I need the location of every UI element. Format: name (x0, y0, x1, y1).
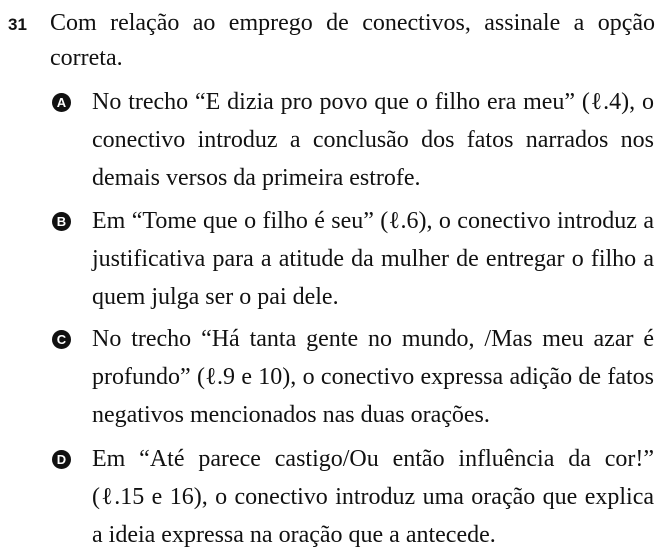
question-number: 31 (8, 15, 27, 34)
option-d-badge-icon: D (52, 450, 71, 469)
option-b-text: Em “Tome que o filho é seu” (ℓ.6), o conectivo introduz a justificativa para a atitude da mulher de entregar o filho a quem julga ser o pai dele. (92, 208, 654, 310)
option-a-badge-icon: A (52, 93, 71, 112)
option-b[interactable] (56, 202, 654, 316)
option-b-badge-icon: B (52, 212, 71, 231)
option-a[interactable] (56, 83, 654, 197)
option-c-badge-icon: C (52, 330, 71, 349)
option-c[interactable] (56, 320, 654, 434)
option-c-text: No trecho “Há tanta gente no mundo, /Mas meu azar é profundo” (ℓ.9 e 10), o conectivo expressa adição de fatos negativos mencionados nas duas orações. (92, 326, 654, 428)
option-a-text: No trecho “E dizia pro povo que o filho era meu” (ℓ.4), o conectivo introduz a conclusão dos fatos narrados nos demais versos da primeira estrofe. (92, 89, 654, 191)
option-d-text: Em “Até parece castigo/Ou então influência da cor!” (ℓ.15 e 16), o conectivo introduz uma oração que explica a ideia expressa na oração que a antecede. (92, 446, 654, 548)
question-stem: Com relação ao emprego de conectivos, assinale a opção correta. (50, 10, 655, 71)
option-d[interactable] (56, 440, 654, 554)
